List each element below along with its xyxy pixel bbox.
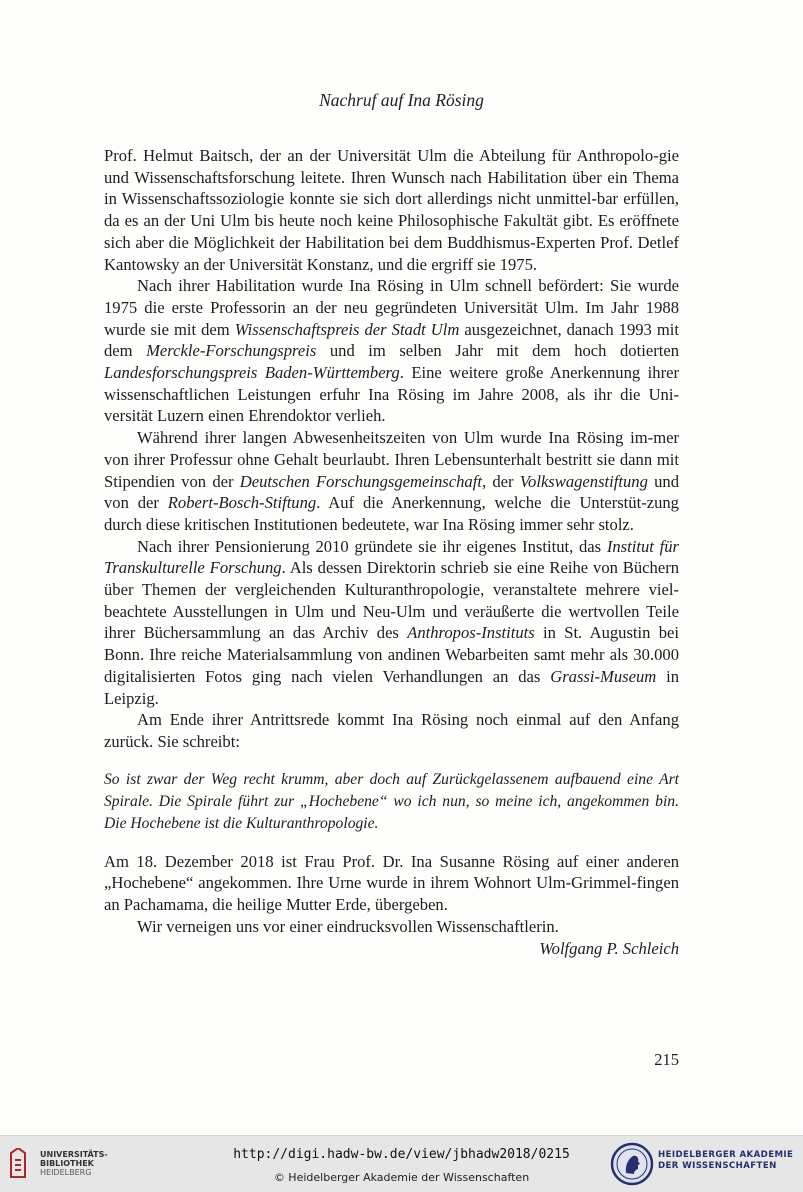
text-run: Nach ihrer Habilitation wurde Ina Rösing in Ulm schnell befördert: Sie wurde 1975 die erste Professorin an der neu gegründeten Universität Ulm. Im Jahr 1988 wurde sie mit dem — [104, 276, 679, 339]
viewer-footer — [0, 1135, 803, 1192]
italic-phrase: Deutschen Forschungsgemeinschaft — [239, 471, 482, 491]
academy-name-line2: DER WISSENSCHAFTEN — [658, 1161, 777, 1171]
italic-phrase: Volkswagenstiftung — [519, 471, 648, 491]
text-run: . Auf die Anerkennung, welche die Unterstüt-zung durch diese kritischen Institutionen bedeutete, war Ina Rösing immer sehr stolz. — [104, 493, 679, 534]
text-run: und von der — [104, 471, 679, 513]
body-paragraph — [104, 275, 679, 427]
closing-paragraphs — [104, 851, 679, 938]
permalink-url[interactable]: http://digi.hadw-bw.de/view/jbhadw2018/0215 — [233, 1147, 570, 1162]
copyright-notice: © Heidelberger Akademie der Wissenschaften — [273, 1171, 530, 1184]
paragraph-group — [104, 145, 679, 753]
library-name-line2: BIBLIOTHEK — [40, 1159, 94, 1168]
text-run: . Als dessen Direktorin schrieb sie eine Reihe von Büchern über Themen der vergleichenden Kulturanthropologie, veranstaltete mehrere viel-beachtete Ausstellungen in Ulm und Neu-Ulm und veräußerte die wertvollen Teile ihrer Büchersammlung an das Archiv des — [104, 558, 680, 643]
italic-phrase: Landesforschungspreis Baden-Württemberg — [104, 363, 400, 383]
author-signature: Wolfgang P. Schleich — [539, 938, 679, 958]
academy-seal-icon — [610, 1142, 654, 1186]
block-quote: So ist zwar der Weg recht krumm, aber doch auf Zurückgelassenem aufbauend eine Art Spirale. Die Spirale führt zur „Hochebene“ wo ich nun, so meine ich, angekommen bin. Die Hochebene ist die Kulturanthropologie. — [104, 770, 679, 832]
body-paragraph: Wir verneigen uns vor einer eindrucksvollen Wissenschaftlerin. — [137, 916, 559, 936]
library-name-line1: UNIVERSITÄTS- — [40, 1150, 108, 1159]
text-run: ausgezeichnet, danach 1993 mit dem — [104, 319, 679, 361]
text-run: Am Ende ihrer Antrittsrede kommt Ina Rösing noch einmal auf den Anfang zurück. Sie schreibt: — [104, 710, 679, 751]
text-run: , der — [481, 471, 520, 491]
italic-phrase: Merckle-Forschungspreis — [146, 341, 317, 361]
italic-phrase: Anthropos-Instituts — [407, 623, 535, 643]
text-run: und im selben Jahr mit dem hoch dotierten — [316, 341, 679, 361]
text-run: Während ihrer langen Abwesenheitszeiten von Ulm wurde Ina Rösing im-mer von ihrer Professur ohne Gehalt beurlaubt. Ihren Lebensunterhalt bestritt sie dann mit Stipendien von der — [104, 428, 679, 491]
page-number: 215 — [654, 1050, 679, 1069]
italic-phrase: Institut für Transkulturelle Forschung — [104, 536, 679, 578]
running-head: Nachruf auf Ina Rösing — [319, 90, 484, 110]
italic-phrase: Robert-Bosch-Stiftung — [167, 493, 317, 513]
text-run: Prof. Helmut Baitsch, der an der Universität Ulm die Abteilung für Anthropolo-gie und Wissenschaftsforschung leitete. Ihren Wunsch nach Habilitation über ein Thema in Wissenschaftssoziologie konnte sie sich dort allerdings nicht unmittel-bar erfüllen, da es an der Uni Ulm bis heute noch keine Philosophische Fakultät gibt. Es eröffnete sich aber die Möglichkeit der Habilitation bei dem Buddhismus-Experten Prof. Detlef Kantowsky an der Universität Konstanz, und die ergriff sie 1975. — [104, 146, 679, 274]
text-run: Nach ihrer Pensionierung 2010 gründete sie ihr eigenes Institut, das — [137, 536, 607, 556]
text-run: in St. Augustin bei Bonn. Ihre reiche Materialsammlung von andinen Webarbeiten samt mehr als 30.000 digitalisierten Fotos ging nach vielen Verhandlungen an das — [104, 623, 679, 686]
article-body — [104, 145, 679, 959]
text-run: in Leipzig. — [104, 666, 680, 708]
italic-phrase: Wissenschaftspreis der Stadt Ulm — [234, 319, 460, 339]
body-paragraph — [104, 709, 679, 752]
academy-name-line1: HEIDELBERGER AKADEMIE — [658, 1150, 794, 1160]
body-paragraph — [104, 427, 679, 536]
body-paragraph: Am 18. Dezember 2018 ist Frau Prof. Dr. Ina Susanne Rösing auf einer anderen „Hochebene“ angekommen. Ihre Urne wurde in ihrem Wohnort Ulm-Grimmel-fingen an Pachamama, die heilige Mutter Erde, übergeben. — [104, 851, 679, 915]
body-paragraph — [104, 145, 679, 275]
body-paragraph — [104, 536, 679, 710]
academy-logo[interactable] — [610, 1142, 795, 1186]
text-run: . Eine weitere große Anerkennung ihrer wissenschaftlichen Leistungen erfuhr Ina Rösing im Jahre 2008, als ihr die Uni-versität Luzern einen Ehrendoktor verlieh. — [104, 363, 680, 426]
italic-phrase: Grassi-Museum — [550, 666, 657, 686]
library-name-line3: HEIDELBERG — [40, 1168, 92, 1177]
